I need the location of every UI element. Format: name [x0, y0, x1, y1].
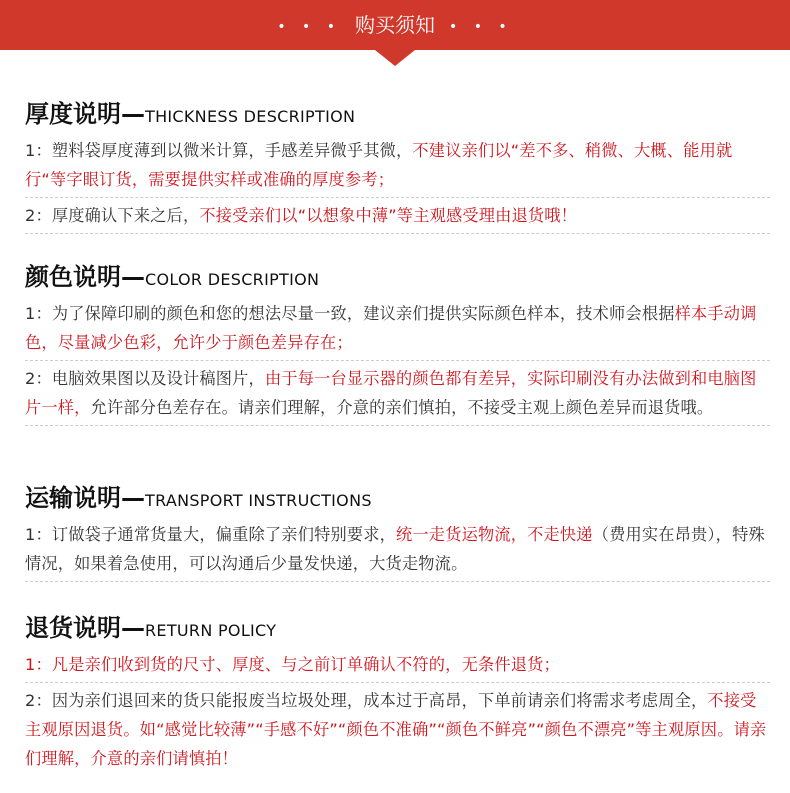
section-title-cn: 退货说明— — [25, 614, 145, 642]
highlight-text: 1：凡是亲们收到货的尺寸、厚度、与之前订单确认不符的，无条件退货； — [25, 655, 560, 674]
header-dots-right: • • • — [449, 18, 513, 35]
paragraph-2 — [25, 201, 770, 230]
text: 1：为了保障印刷的颜色和您的想法尽量一致，建议亲们提供实际颜色样本，技术师会根据 — [25, 304, 675, 323]
highlight-text: 不建议亲们以“差不多、稍微、大概、能用就行“等字眼订货，需要提供实样或准确的厚度参考； — [25, 141, 733, 189]
section-title-cn: 颜色说明— — [25, 263, 145, 291]
text: 允许部分色差存在。请亲们理解，介意的亲们慎拍，不接受主观上颜色差异而退货哦。 — [90, 398, 714, 417]
text: 1：订做袋子通常货量大，偏重除了亲们特别要求， — [25, 525, 397, 544]
page-title: 购买须知 — [355, 13, 435, 37]
divider — [25, 581, 770, 582]
section-title-cn: 运输说明— — [25, 484, 145, 512]
header-arrow — [375, 50, 415, 66]
section-return — [25, 610, 770, 773]
divider — [25, 233, 770, 234]
section-title-cn: 厚度说明— — [25, 100, 145, 128]
section-transport — [25, 480, 770, 585]
section-title — [25, 96, 770, 132]
paragraph-2 — [25, 686, 770, 773]
section-color — [25, 259, 770, 429]
highlight-text: 不接受主观原因退货。如“感觉比较薄”“手感不好”“颜色不准确”“颜色不鲜亮”“颜色不漂亮”等主观原因。请亲们理解，介意的亲们请慎拍！ — [25, 691, 767, 768]
divider — [25, 682, 770, 683]
divider — [25, 360, 770, 361]
header-title-bar — [0, 0, 790, 50]
header-dots-left: • • • — [277, 18, 341, 35]
divider — [25, 197, 770, 198]
paragraph-1 — [25, 650, 770, 679]
section-thickness — [25, 96, 770, 237]
divider — [25, 425, 770, 426]
highlight-text: 统一走货运物流，不走快递 — [396, 525, 593, 544]
section-title-en: RETURN POLICY — [145, 621, 277, 640]
section-title — [25, 259, 770, 295]
text: 2：厚度确认下来之后， — [25, 206, 200, 225]
text: 2：电脑效果图以及设计稿图片， — [25, 369, 265, 388]
highlight-text: 不接受亲们以“以想象中薄”等主观感受理由退货哦！ — [199, 206, 578, 225]
section-title — [25, 480, 770, 516]
text: 1：塑料袋厚度薄到以微米计算，手感差异微乎其微， — [25, 141, 413, 160]
section-title-en: COLOR DESCRIPTION — [145, 270, 320, 289]
paragraph-1 — [25, 136, 770, 194]
section-title-en: TRANSPORT INSTRUCTIONS — [145, 491, 372, 510]
section-title — [25, 610, 770, 646]
text: （费用实在昂贵），特殊情况，如果着急使用，可以沟通后少量发快递，大货走物流。 — [25, 525, 765, 573]
paragraph-1 — [25, 299, 770, 357]
text: 2：因为亲们退回来的货只能报废当垃圾处理，成本过于高昂，下单前请亲们将需求考虑周全， — [25, 691, 708, 710]
highlight-text: 样本手动调色，尽量减少色彩，允许少于颜色差异存在； — [25, 304, 757, 352]
section-title-en: THICKNESS DESCRIPTION — [145, 107, 356, 126]
paragraph-1 — [25, 520, 770, 578]
highlight-text: 由于每一台显示器的颜色都有差异，实际印刷没有办法做到和电脑图片一样， — [25, 369, 757, 417]
paragraph-2 — [25, 364, 770, 422]
